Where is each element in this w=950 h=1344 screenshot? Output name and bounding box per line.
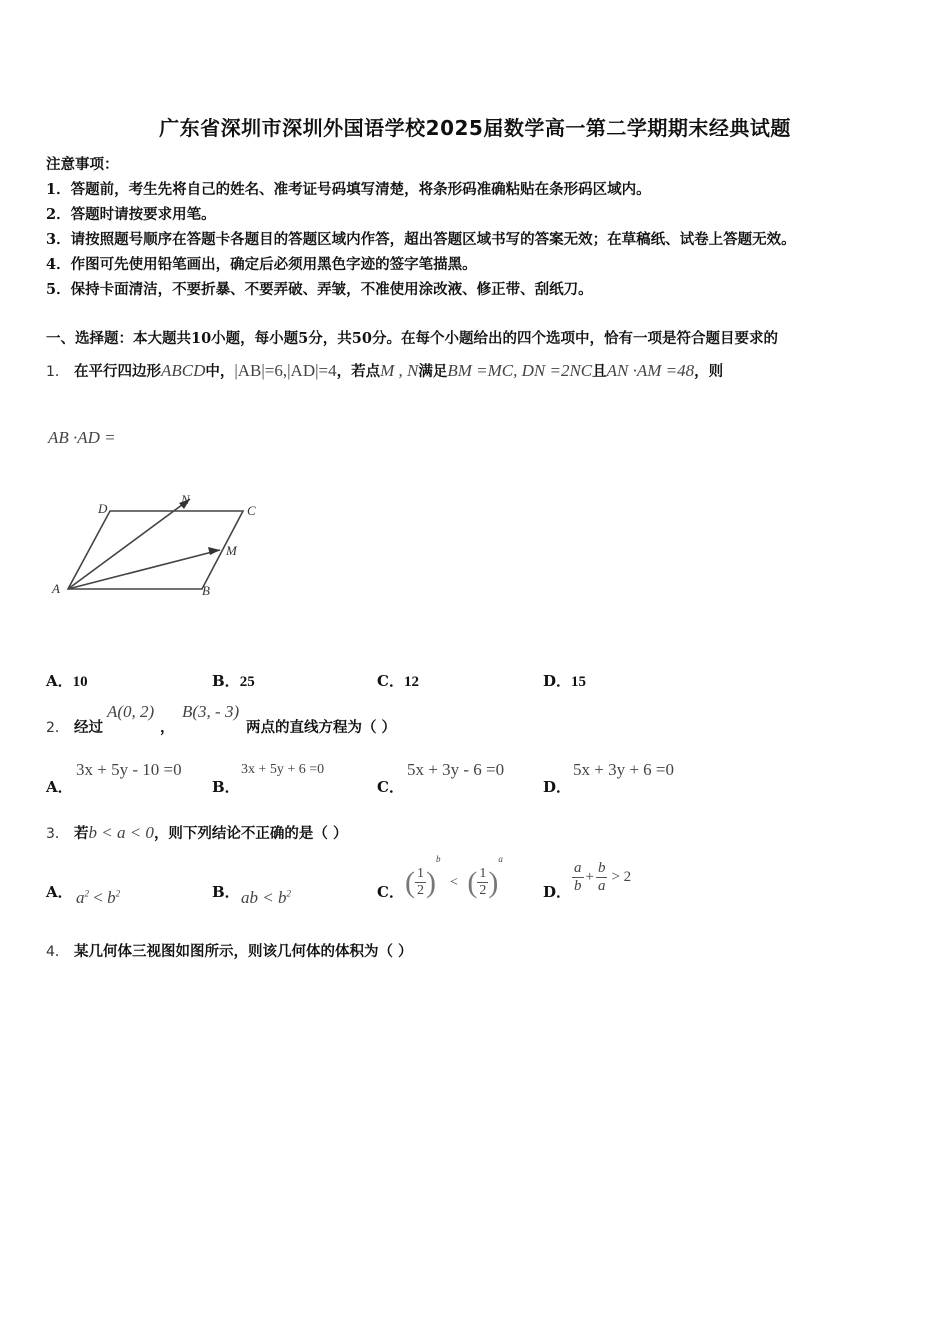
q1-option-b[interactable] — [212, 670, 255, 691]
q1-option-c[interactable] — [377, 670, 419, 691]
label-d: D — [98, 501, 108, 516]
fraction — [572, 860, 584, 896]
q2-option-b-letter[interactable]: B． — [212, 778, 240, 796]
q3-text: ，则下列结论不正确的是（ ） — [153, 825, 348, 842]
q2-option-c-value: 5x + 3y - 6 =0 — [407, 760, 505, 779]
q1-text: ，若点 — [336, 363, 381, 380]
section-heading: 一、选择题：本大题共10小题，每小题5分，共50分。在每个小题给出的四个选项中，恰有一项是符合题目要求的 — [46, 330, 778, 347]
q3-option-c-letter[interactable]: C． — [377, 883, 404, 901]
note-item-4: 4．作图可先使用铅笔画出，确定后必须用黑色字迹的签字笔描黑。 — [46, 256, 477, 273]
math-exponent: a — [498, 854, 503, 864]
q1-math: BM =MC, DN =2NC — [447, 361, 593, 380]
left-paren: ( — [467, 865, 478, 899]
math-operator: + — [585, 869, 594, 886]
q1-math: ABCD — [160, 361, 206, 380]
numerator: 1 — [415, 866, 426, 883]
math-exponent: 2 — [84, 888, 89, 899]
parallelogram-figure — [40, 488, 280, 603]
math-exponent: 2 — [115, 888, 121, 899]
q1-question-expression: AB ·AD = — [48, 428, 116, 447]
label-c: C — [247, 503, 256, 518]
q2-option-a-value: 3x + 5y - 10 =0 — [76, 760, 182, 779]
question-number: 4． — [46, 944, 69, 960]
q1-option-a[interactable] — [46, 670, 88, 691]
label-b: B — [202, 583, 210, 598]
denominator: b — [574, 878, 582, 895]
question-number: 2． — [46, 720, 69, 736]
question-3 — [46, 822, 348, 843]
q3-option-d-letter[interactable]: D． — [543, 883, 572, 901]
math-relation: < — [450, 875, 458, 890]
math-relation: > 2 — [611, 869, 632, 886]
option-value: 15 — [571, 674, 587, 690]
question-1 — [46, 360, 723, 381]
right-paren: ) — [426, 865, 436, 899]
numerator: 1 — [477, 866, 488, 883]
vector-an — [68, 499, 190, 589]
math-exponent: 2 — [286, 888, 291, 899]
q2-option-b-value: 3x + 5y + 6 =0 — [241, 762, 325, 777]
denominator: 2 — [417, 883, 424, 899]
numerator: b — [596, 860, 608, 878]
question-4 — [46, 940, 413, 961]
math-relation: < — [89, 888, 108, 907]
numerator: a — [572, 860, 584, 878]
q1-text: 满足 — [418, 363, 448, 380]
q2-point-a: A(0, 2) — [107, 702, 155, 721]
q2-option-d-letter[interactable]: D． — [543, 778, 572, 796]
q3-text: 若 — [73, 825, 89, 842]
q3-option-b-letter[interactable]: B． — [212, 883, 240, 901]
note-item-1: 1．答题前，考生先将自己的姓名、准考证号码填写清楚，将条形码准确粘贴在条形码区域内。 — [46, 181, 651, 198]
note-item-2: 2．答题时请按要求用笔。 — [46, 206, 216, 223]
q3-option-d-value — [572, 860, 631, 896]
fraction — [415, 866, 426, 899]
left-paren: ( — [405, 865, 415, 899]
q2-option-c-letter[interactable]: C． — [377, 778, 404, 796]
option-value: 10 — [72, 674, 88, 690]
fraction — [596, 860, 608, 896]
q1-text: ，则 — [694, 363, 724, 380]
q1-option-d[interactable] — [543, 670, 586, 691]
q3-condition: b < a < 0 — [88, 823, 154, 842]
q3-option-b-value — [241, 888, 291, 908]
q1-text: 在平行四边形 — [73, 363, 161, 380]
denominator: 2 — [479, 883, 487, 899]
question-number: 3． — [46, 826, 69, 842]
label-a: A — [52, 581, 60, 596]
q2-option-d-value: 5x + 3y + 6 =0 — [573, 760, 675, 779]
label-n: N — [181, 492, 190, 507]
q3-option-a-value — [76, 888, 120, 908]
question-2 — [46, 716, 103, 737]
q2-text: 经过 — [73, 719, 103, 736]
math-term: b — [107, 888, 116, 907]
option-letter: A． — [46, 672, 73, 690]
q1-math: |AB|=6,|AD|=4 — [234, 361, 337, 380]
fraction — [477, 866, 488, 899]
q1-text: 且 — [592, 363, 607, 380]
option-value: 25 — [239, 674, 255, 690]
notes-heading: 注意事项： — [46, 156, 119, 173]
right-paren: ) — [488, 865, 499, 899]
denominator: a — [597, 878, 606, 895]
q2-separator: ， — [160, 719, 175, 736]
note-item-3: 3．请按照题号顺序在答题卡各题目的答题区域内作答，超出答题区域书写的答案无效；在草稿纸、试卷上答题无效。 — [46, 231, 796, 248]
option-letter: B． — [212, 672, 240, 690]
option-letter: C． — [377, 672, 404, 690]
q3-option-a-letter[interactable]: A． — [46, 883, 73, 901]
math-exponent: b — [436, 854, 441, 864]
q1-math: AN ·AM =48 — [606, 361, 695, 380]
label-m: M — [226, 543, 237, 558]
note-item-5: 5．保持卡面清洁，不要折暴、不要弄破、弄皱，不准使用涂改液、修正带、刮纸刀。 — [46, 281, 593, 298]
vector-am — [68, 550, 220, 589]
option-value: 12 — [403, 674, 419, 690]
q2-point-b: B(3, - 3) — [182, 702, 240, 721]
option-letter: D． — [543, 672, 572, 690]
q1-math: M , N — [380, 361, 419, 380]
q2-text: 两点的直线方程为（ ） — [246, 719, 397, 736]
q4-text: 某几何体三视图如图所示，则该几何体的体积为（ ） — [73, 943, 413, 960]
q1-text: 中， — [205, 363, 235, 380]
q2-option-a-letter[interactable]: A． — [46, 778, 73, 796]
math-term: ab < b — [241, 888, 287, 907]
q3-option-c-value — [405, 854, 503, 900]
page-title: 广东省深圳市深圳外国语学校2025届数学高一第二学期期末经典试题 — [159, 116, 791, 140]
math-term: a — [76, 888, 85, 907]
question-number: 1． — [46, 364, 69, 380]
